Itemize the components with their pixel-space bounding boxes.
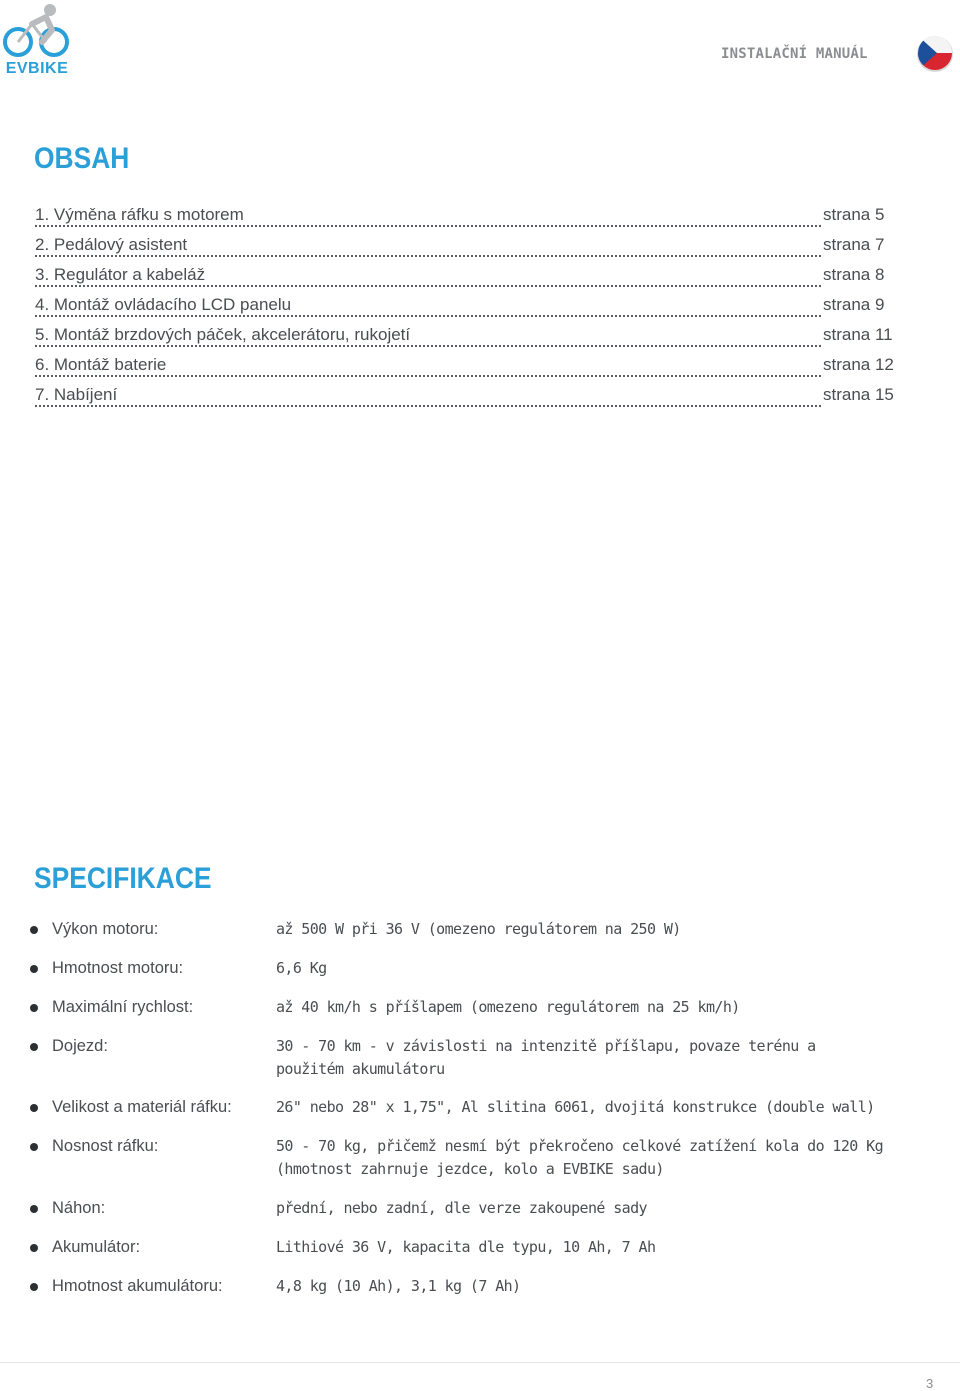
spec-item [28,957,918,980]
toc-item-label: 4. Montáž ovládacího LCD panelu [35,295,294,315]
logo-text: EVBIKE [5,60,69,77]
cyclist-icon [2,2,72,60]
spec-value: 6,6 Kg [276,959,327,977]
toc-item[interactable] [35,203,895,233]
bullet-icon [30,1143,38,1151]
toc-item-page: strana 11 [823,325,893,344]
spec-label: Akumulátor: [52,1238,141,1256]
spec-label: Náhon: [52,1199,106,1217]
toc-item-label: 5. Montáž brzdových páček, akcelerátoru, rukojetí [35,325,413,345]
toc-item-page: strana 5 [823,205,885,224]
bullet-icon [30,1104,38,1112]
spec-item [28,1096,918,1119]
toc-item-label: 2. Pedálový asistent [35,235,190,255]
bullet-icon [30,965,38,973]
spec-item [28,1275,918,1298]
toc-title: OBSAH [34,142,130,175]
spec-item [28,1135,918,1181]
spec-value: Lithiové 36 V, kapacita dle typu, 10 Ah, 7 Ah [276,1238,656,1256]
spec-label: Maximální rychlost: [52,998,194,1016]
bullet-icon [30,1283,38,1291]
spec-value: 26" nebo 28" x 1,75", Al slitina 6061, dvojitá konstrukce (double wall) [276,1098,875,1116]
spec-label: Hmotnost motoru: [52,959,184,977]
toc-item-page: strana 12 [823,355,894,374]
toc-item-page: strana 7 [823,235,885,254]
toc-leader-dots [35,383,821,407]
spec-value: až 40 km/h s příšlapem (omezeno regulátorem na 25 km/h) [276,998,740,1016]
bullet-icon [30,926,38,934]
specification-list [28,918,918,1298]
toc-item-label: 3. Regulátor a kabeláž [35,265,208,285]
spec-value: 50 - 70 kg, přičemž nesmí být překročeno celkové zatížení kola do 120 Kg (hmotnost zahrnuje jezdce, kolo a EVBIKE sadu) [276,1137,884,1178]
toc-item[interactable] [35,323,895,353]
spec-value: až 500 W při 36 V (omezeno regulátorem na 250 W) [276,920,681,938]
spec-value: 30 - 70 km - v závislosti na intenzitě příšlapu, povaze terénu a použitém akumulátoru [276,1037,816,1078]
toc-item-page: strana 15 [823,385,894,404]
spec-label: Velikost a materiál ráfku: [52,1098,232,1116]
bullet-icon [30,1043,38,1051]
bullet-icon [30,1244,38,1252]
table-of-contents [35,203,895,413]
bullet-icon [30,1004,38,1012]
toc-item-page: strana 9 [823,295,885,314]
spec-value: 4,8 kg (10 Ah), 3,1 kg (7 Ah) [276,1277,521,1295]
bullet-icon [30,1205,38,1213]
spec-item [28,1236,918,1259]
evbike-logo [2,2,72,78]
toc-item-label: 7. Nabíjení [35,385,120,405]
spec-item [28,1035,918,1081]
spec-label: Nosnost ráfku: [52,1137,159,1155]
spec-label: Výkon motoru: [52,920,159,938]
toc-item[interactable] [35,233,895,263]
spec-label: Hmotnost akumulátoru: [52,1277,223,1295]
czech-flag-icon [915,33,955,73]
toc-item-page: strana 8 [823,265,885,284]
page-number: 3 [926,1376,934,1391]
toc-item[interactable] [35,353,895,383]
spec-item [28,1197,918,1220]
document-title: INSTALAČNÍ MANUÁL [721,46,868,62]
spec-value: přední, nebo zadní, dle verze zakoupené sady [276,1199,647,1217]
toc-item-label: 1. Výměna ráfku s motorem [35,205,247,225]
spec-label: Dojezd: [52,1037,108,1055]
spec-title: SPECIFIKACE [34,862,212,895]
toc-item[interactable] [35,263,895,293]
spec-item [28,996,918,1019]
spec-item [28,918,918,941]
toc-item[interactable] [35,383,895,413]
footer-divider [0,1362,960,1363]
toc-item[interactable] [35,293,895,323]
toc-item-label: 6. Montáž baterie [35,355,169,375]
